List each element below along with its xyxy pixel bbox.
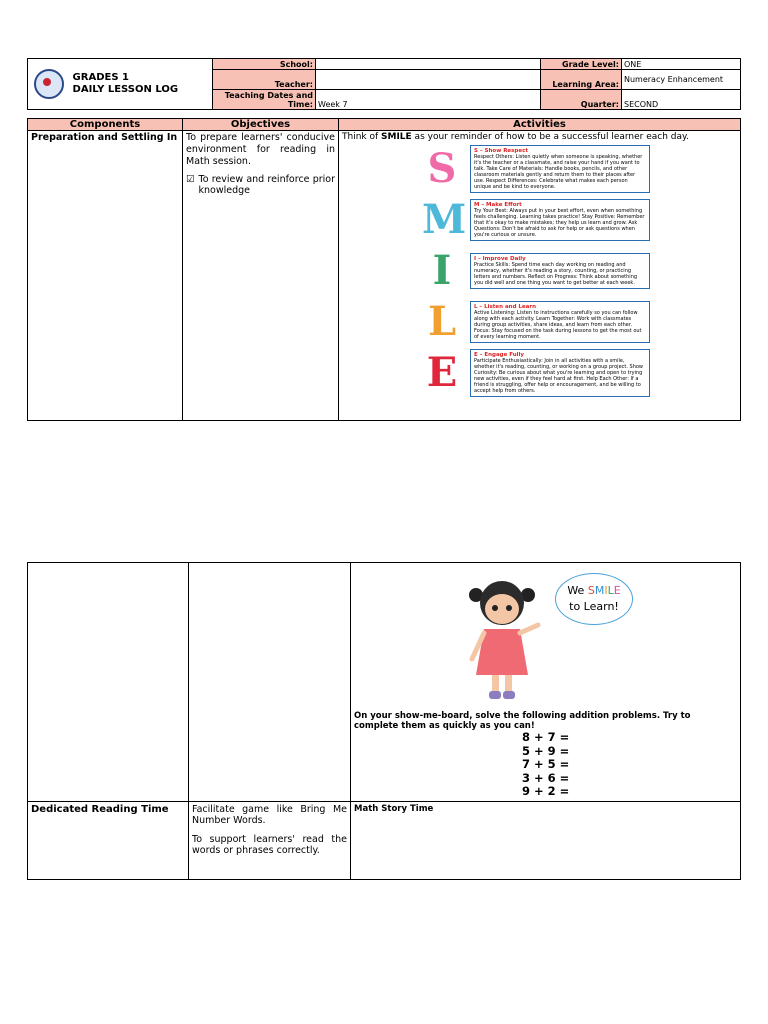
header-logo-cell [28, 59, 213, 110]
smile-card [470, 349, 650, 397]
title-line-2: DAILY LESSON LOG [72, 84, 179, 95]
smile-card-title: S – Show Respect [474, 148, 528, 154]
smile-letter: E [613, 584, 621, 597]
smile-letter: M [594, 584, 605, 597]
lesson-table-1 [27, 118, 741, 421]
checkbox-icon: ☑ [186, 174, 195, 185]
smile-card-title: L – Listen and Learn [474, 304, 536, 310]
smile-card-body: Practice Skills: Spend time each day working on reading and numeracy, whether it's reading a story, counting, or practicing letters and numbers. Reflect on Progress: Think about something you did well and one thing you want to get better at each week. [474, 262, 638, 286]
smile-card [470, 199, 650, 241]
smile-card-row [422, 145, 737, 193]
smile-card [470, 253, 650, 289]
objectives-cell-3 [189, 801, 351, 879]
components-header: Components [28, 119, 183, 131]
school-value [316, 59, 541, 70]
smile-intro: Think of SMILE as your reminder of how to be a successful learner each day. [342, 132, 689, 142]
smile-card-row [422, 247, 737, 295]
school-label: School: [213, 59, 316, 70]
smile-card [470, 145, 650, 193]
deped-seal-icon [34, 69, 64, 99]
component-empty [28, 563, 189, 802]
smile-card-row [422, 298, 737, 346]
title-line-1: GRADES 1 [72, 72, 129, 83]
teacher-value [316, 70, 541, 90]
smile-card-row [422, 349, 737, 397]
addition-instruction: On your show-me-board, solve the following addition problems. Try to complete them as quickly as you can! [354, 711, 691, 731]
smile-illustration-area [354, 565, 737, 711]
smile-letter: I [604, 584, 608, 597]
objectives-empty [189, 563, 351, 802]
smile-card-body: Participate Enthusiastically: Join in all activities with a smile, whether it's reading, counting, or working on a group project. Show Curiosity: Be curious about what you're learning and open to trying new activities, even if they feel hard at first. Help Each Other: If a friend is struggling, offer help or encouragement, and be willing to accept help from others. [474, 358, 644, 394]
girl-character-icon [462, 567, 542, 707]
objective-review: To review and reinforce prior knowledge [198, 174, 335, 196]
objective-prepare: To prepare learners' conducive environment for reading in Math session. [186, 132, 335, 167]
grade-level-label: Grade Level: [541, 59, 622, 70]
objectives-header: Objectives [183, 119, 339, 131]
smile-letter-icon: M [422, 196, 467, 243]
addition-problem: 9 + 2 = [522, 784, 570, 798]
addition-problems [522, 731, 737, 799]
smile-card-body: Active Listening: Listen to instructions carefully so you can follow along with each activity. Learn Together: Work with classmates during group activities, share ideas, and learn from each other. Focus: Stay focused on the task during lessons to get the most out of every learning moment. [474, 310, 642, 340]
teaching-dates-label: Teaching Dates and Time: [213, 90, 316, 110]
smile-letter-icon: L [427, 298, 457, 345]
quarter-value: SECOND [622, 90, 741, 110]
smile-card-body: Respect Others: Listen quietly when someone is speaking, whether it's the teacher or a classmate, and raise your hand if you want to talk. Take Care of Materials: Handle books, pencils, and other classroom materials gently and return them to their places after use. Respect Differences: Celebrate what makes each person unique and be kind to everyone. [474, 154, 643, 190]
document-title [73, 72, 179, 96]
smile-cards [342, 145, 737, 397]
bubble-to-learn: to Learn! [569, 600, 619, 613]
activities-cell-2 [351, 563, 741, 802]
smile-card-title: M – Make Effort [474, 202, 522, 208]
addition-problem: 7 + 5 = [522, 757, 570, 771]
bubble-we: We [567, 584, 585, 597]
smile-card-row [422, 196, 737, 244]
objective-support: To support learners' read the words or phrases correctly. [192, 833, 347, 856]
speech-bubble [555, 573, 633, 625]
addition-problem: 3 + 6 = [522, 770, 570, 785]
teacher-label: Teacher: [213, 70, 316, 90]
activities-header: Activities [339, 119, 741, 131]
objective-review-item [186, 174, 335, 196]
smile-letter: L [607, 584, 614, 597]
objectives-cell-1 [183, 131, 339, 421]
activity-math-story: Math Story Time [351, 801, 741, 879]
activities-cell-1 [339, 131, 741, 421]
smile-card-title: I – Improve Daily [474, 256, 526, 262]
smile-letter: S [587, 584, 595, 597]
smile-letter-icon: S [427, 145, 457, 192]
learning-area-value: Numeracy Enhancement [622, 70, 741, 90]
smile-letter-icon: E [426, 349, 458, 396]
addition-problem: 5 + 9 = [522, 743, 570, 758]
addition-problem: 8 + 7 = [522, 730, 570, 744]
header-table [27, 58, 741, 110]
bubble-smile [588, 584, 621, 597]
quarter-label: Quarter: [541, 90, 622, 110]
lesson-table-2 [27, 562, 741, 880]
grade-level-value: ONE [622, 59, 741, 70]
smile-card [470, 301, 650, 343]
smile-letter-icon: I [432, 247, 452, 294]
smile-card-body: Try Your Best: Always put in your best effort, even when something feels challenging. Learning takes practice! Stay Positive: Remember that it's okay to make mistakes; they help us learn and grow. Ask Questions: Don't be afraid to ask for help or ask questions when you're curious or unsure. [474, 208, 645, 238]
learning-area-label: Learning Area: [541, 70, 622, 90]
objective-game: Facilitate game like Bring Me Number Words. [192, 803, 347, 826]
component-reading: Dedicated Reading Time [28, 801, 189, 879]
smile-card-title: E – Engage Fully [474, 352, 524, 358]
teaching-dates-value: Week 7 [316, 90, 541, 110]
component-preparation: Preparation and Settling In [28, 131, 183, 421]
